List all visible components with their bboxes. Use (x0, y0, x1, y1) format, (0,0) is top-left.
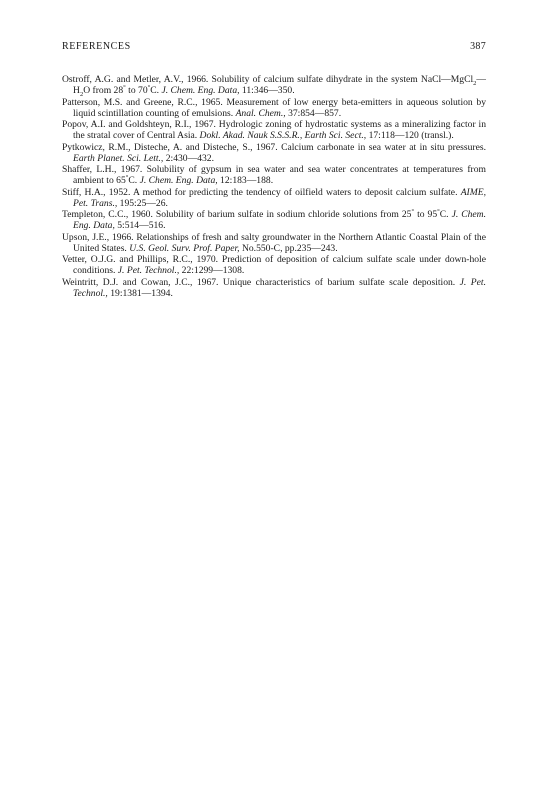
reference-entry: Vetter, O.J.G. and Phillips, R.C., 1970. Prediction of deposition of calcium sulfate scale under down-hole conditions. J. Pet. Technol., 22:1299—1308. (62, 254, 486, 277)
reference-list (62, 74, 486, 299)
reference-entry: Shaffer, L.H., 1967. Solubility of gypsum in sea water and sea water concentrates at temperatures from ambient to 65°C. J. Chem. Eng. Data, 12:183—188. (62, 164, 486, 187)
reference-entry: Templeton, C.C., 1960. Solubility of barium sulfate in sodium chloride solutions from 25° to 95°C. J. Chem. Eng. Data, 5:514—516. (62, 207, 486, 232)
reference-entry: Upson, J.E., 1966. Relationships of fresh and salty groundwater in the Northern Atlantic Coastal Plain of the United States. U.S. Geol. Surv. Prof. Paper, No.550-C, pp.235—243. (62, 231, 486, 254)
page-number: 387 (470, 41, 486, 52)
reference-entry: Pytkowicz, R.M., Disteche, A. and Disteche, S., 1967. Calcium carbonate in sea water at in situ pressures. Earth Planet. Sci. Lett., 2:430—432. (62, 141, 486, 164)
reference-entry: Weintritt, D.J. and Cowan, J.C., 1967. Unique characteristics of barium sulfate scale deposition. J. Pet. Technol., 19:1381—1394. (62, 276, 486, 299)
journal-name: Anal. Chem., (235, 107, 286, 119)
journal-name: AIME, Pet. Trans., (73, 186, 486, 209)
running-head (62, 41, 486, 52)
journal-name: J. Chem. Eng. Data, (161, 85, 240, 97)
journal-name: Dokl. Akad. Nauk S.S.S.R., Earth Sci. Sect., (199, 130, 367, 142)
reference-entry: Patterson, M.S. and Greene, R.C., 1965. Measurement of low energy beta-emitters in aqueous solution by liquid scintillation counting of emulsions. Anal. Chem., 37:854—857. (62, 96, 486, 119)
section-title: REFERENCES (62, 41, 131, 52)
journal-name: J. Pet. Technol., (73, 276, 486, 299)
journal-name: U.S. Geol. Surv. Prof. Paper, (129, 242, 240, 254)
reference-entry: Ostroff, A.G. and Metler, A.V., 1966. Solubility of calcium sulfate dihydrate in the system $NaCl—MgCl_2—H_2O$ from 28° to 70°C. J. Chem. Eng. Data, 11:346—350. (62, 74, 486, 99)
reference-entry: Stiff, H.A., 1952. A method for predicting the tendency of oilfield waters to deposit calcium sulfate. AIME, Pet. Trans., 195:25—26. (62, 186, 486, 209)
journal-name: J. Chem. Eng. Data, (73, 209, 486, 232)
journal-name: Earth Planet. Sci. Lett., (73, 152, 164, 164)
reference-entry: Popov, A.I. and Goldshteyn, R.I., 1967. Hydrologic zoning of hydrostatic systems as a mineralizing factor in the stratal cover of Central Asia. Dokl. Akad. Nauk S.S.S.R., Earth Sci. Sect., 17:118—120 (transl.). (62, 119, 486, 142)
journal-name: J. Pet. Technol., (117, 265, 180, 277)
journal-name: J. Chem. Eng. Data, (139, 175, 218, 187)
